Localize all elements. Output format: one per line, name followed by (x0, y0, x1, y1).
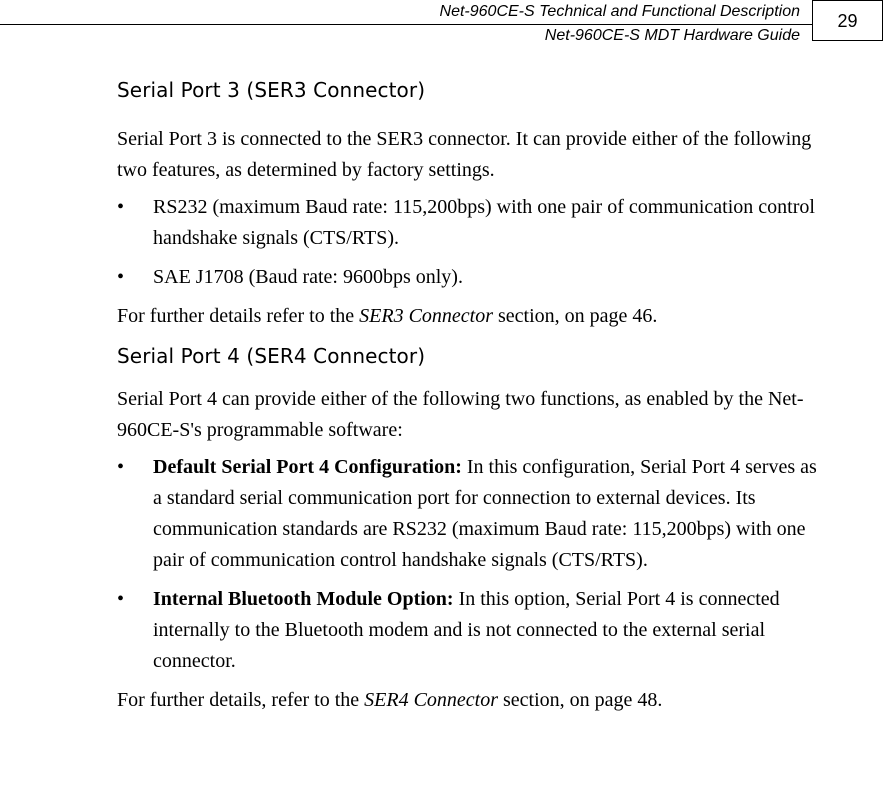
list-item-term: Default Serial Port 4 Configuration: (153, 456, 462, 478)
header-divider (0, 24, 812, 25)
bullet-list-ser3 (117, 192, 817, 293)
reference-link-ser3: SER3 Connector (359, 305, 494, 327)
list-item (117, 192, 817, 254)
section-heading-ser4: Serial Port 4 (SER4 Connector) (117, 344, 426, 368)
reference-prefix: For further details refer to the (117, 305, 360, 327)
page-body (117, 74, 817, 722)
header-title: Net-960CE-S Technical and Functional Description (439, 3, 800, 20)
list-item (117, 262, 817, 293)
section-intro-ser3: Serial Port 3 is connected to the SER3 connector. It can provide either of the following two features, as determined by factory settings. (117, 128, 812, 181)
reference-suffix: section, on page 46. (493, 305, 658, 327)
list-item (117, 584, 817, 677)
list-item-text: In this configuration, Serial Port 4 serves as a standard serial communication port for connection to external devices. Its communication standards are RS232 (maximum Baud rate: 115,200bps) with one pair of communication control handshake signals (CTS/RTS). (153, 456, 817, 571)
list-item-term: Internal Bluetooth Module Option: (153, 588, 454, 610)
list-item-text: RS232 (maximum Baud rate: 115,200bps) with one pair of communication control handshake signals (CTS/RTS). (153, 196, 815, 249)
reference-prefix: For further details, refer to the (117, 689, 365, 711)
reference-paragraph-ser4 (117, 685, 817, 716)
list-item-text: SAE J1708 (Baud rate: 9600bps only). (153, 266, 463, 288)
bullet-icon: • (117, 456, 125, 478)
section-heading-ser3: Serial Port 3 (SER3 Connector) (117, 78, 426, 102)
list-item (117, 452, 817, 576)
section-intro-ser4: Serial Port 4 can provide either of the following two functions, as enabled by the Net-960CE-S's programmable software: (117, 388, 804, 441)
bullet-list-ser4 (117, 452, 817, 677)
header-subtitle: Net-960CE-S MDT Hardware Guide (544, 27, 800, 44)
list-item-text: In this option, Serial Port 4 is connected internally to the Bluetooth modem and is not connected to the external serial connector. (153, 588, 780, 672)
bullet-icon: • (117, 588, 125, 610)
reference-suffix: section, on page 48. (498, 689, 663, 711)
reference-paragraph-ser3 (117, 301, 817, 332)
page-number: 29 (812, 0, 883, 41)
reference-link-ser4: SER4 Connector (364, 689, 499, 711)
bullet-icon: • (117, 196, 125, 218)
bullet-icon: • (117, 266, 125, 288)
